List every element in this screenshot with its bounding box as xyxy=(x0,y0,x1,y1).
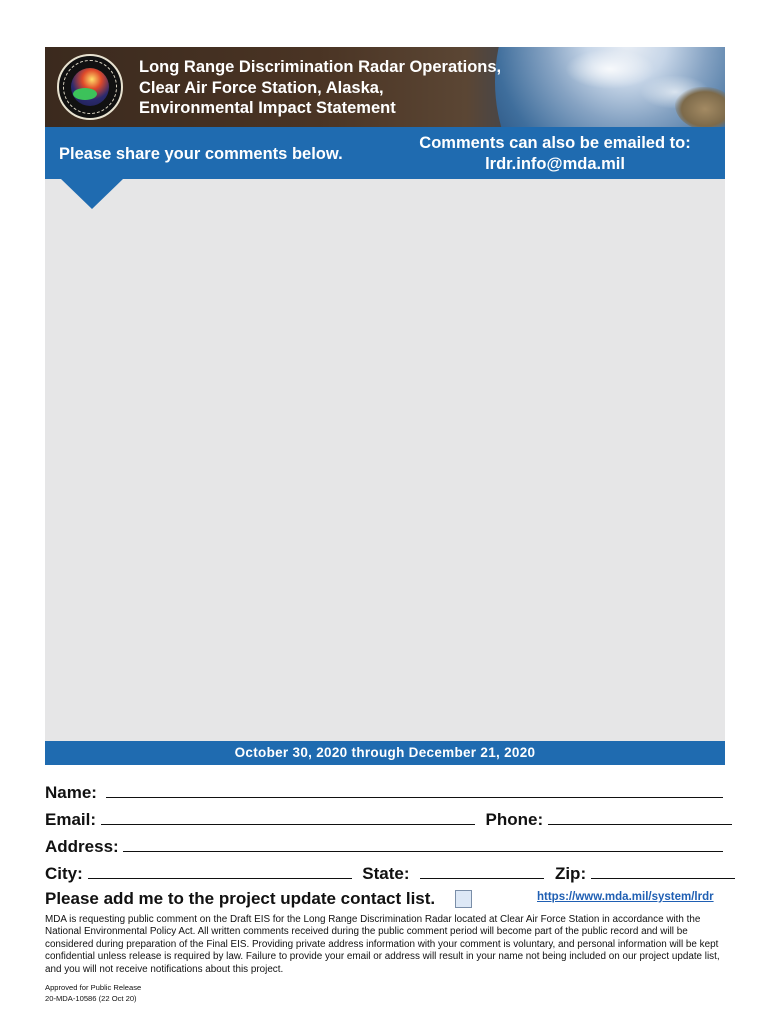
release-approval xyxy=(45,983,141,1004)
zip-label: Zip: xyxy=(554,864,587,883)
city-state-zip-row xyxy=(45,862,735,886)
instruction-bar xyxy=(45,127,725,179)
address-field[interactable] xyxy=(123,835,723,852)
email-phone-row xyxy=(45,808,732,832)
landmass-image xyxy=(675,87,725,127)
title-line: Environmental Impact Statement xyxy=(139,99,396,117)
phone-field[interactable] xyxy=(548,808,732,825)
project-website-link[interactable]: https://www.mda.mil/system/lrdr xyxy=(537,891,714,903)
city-label: City: xyxy=(45,864,83,883)
phone-label: Phone: xyxy=(485,810,544,829)
approval-number: 20-MDA-10586 (22 Oct 20) xyxy=(45,993,137,1003)
approval-line: Approved for Public Release xyxy=(45,983,142,992)
email-note-text: Comments can also be emailed to: xyxy=(419,134,691,152)
cloud-image xyxy=(565,49,655,89)
city-field[interactable] xyxy=(88,862,352,879)
email-note xyxy=(385,133,725,175)
address-label: Address: xyxy=(45,837,119,856)
document-title xyxy=(139,57,559,119)
share-comments-prompt: Please share your comments below. xyxy=(59,145,343,163)
title-line: Long Range Discrimination Radar Operations, xyxy=(139,58,502,76)
state-label: State: xyxy=(362,864,410,883)
seal-emblem xyxy=(71,68,109,106)
contact-list-checkbox[interactable] xyxy=(455,890,472,908)
seal-swoosh xyxy=(73,88,97,100)
name-field[interactable] xyxy=(106,781,723,798)
privacy-disclaimer: MDA is requesting public comment on the Draft EIS for the Long Range Discrimination Radar located at Clear Air Force Station in accordance with the National Environmental Policy Act. All written comments received during the public comment period will become part of the public record and will be considered during preparation of the Final EIS. Providing private address information with your comment is voluntary, and personal information will be kept confidential unless release is required by law. Failure to provide your email or address will result in your name not being included on our project update list, and you will not receive notifications about this project. xyxy=(45,914,720,975)
state-field[interactable] xyxy=(420,862,544,879)
zip-field[interactable] xyxy=(591,862,735,879)
email-label: Email: xyxy=(45,810,97,829)
name-row xyxy=(45,781,723,805)
title-line: Clear Air Force Station, Alaska, xyxy=(139,78,384,97)
name-label: Name: xyxy=(45,783,97,802)
header-banner xyxy=(45,47,725,127)
pointer-arrow xyxy=(61,179,123,209)
mda-seal-logo xyxy=(57,54,123,120)
address-row xyxy=(45,835,723,859)
comments-textarea[interactable] xyxy=(45,179,725,741)
contact-list-row xyxy=(45,888,435,912)
email-address[interactable]: lrdr.info@mda.mil xyxy=(485,155,625,173)
email-field[interactable] xyxy=(101,808,475,825)
comment-period-bar: October 30, 2020 through December 21, 2020 xyxy=(45,741,725,765)
contact-list-label: Please add me to the project update contact list. xyxy=(45,889,436,908)
